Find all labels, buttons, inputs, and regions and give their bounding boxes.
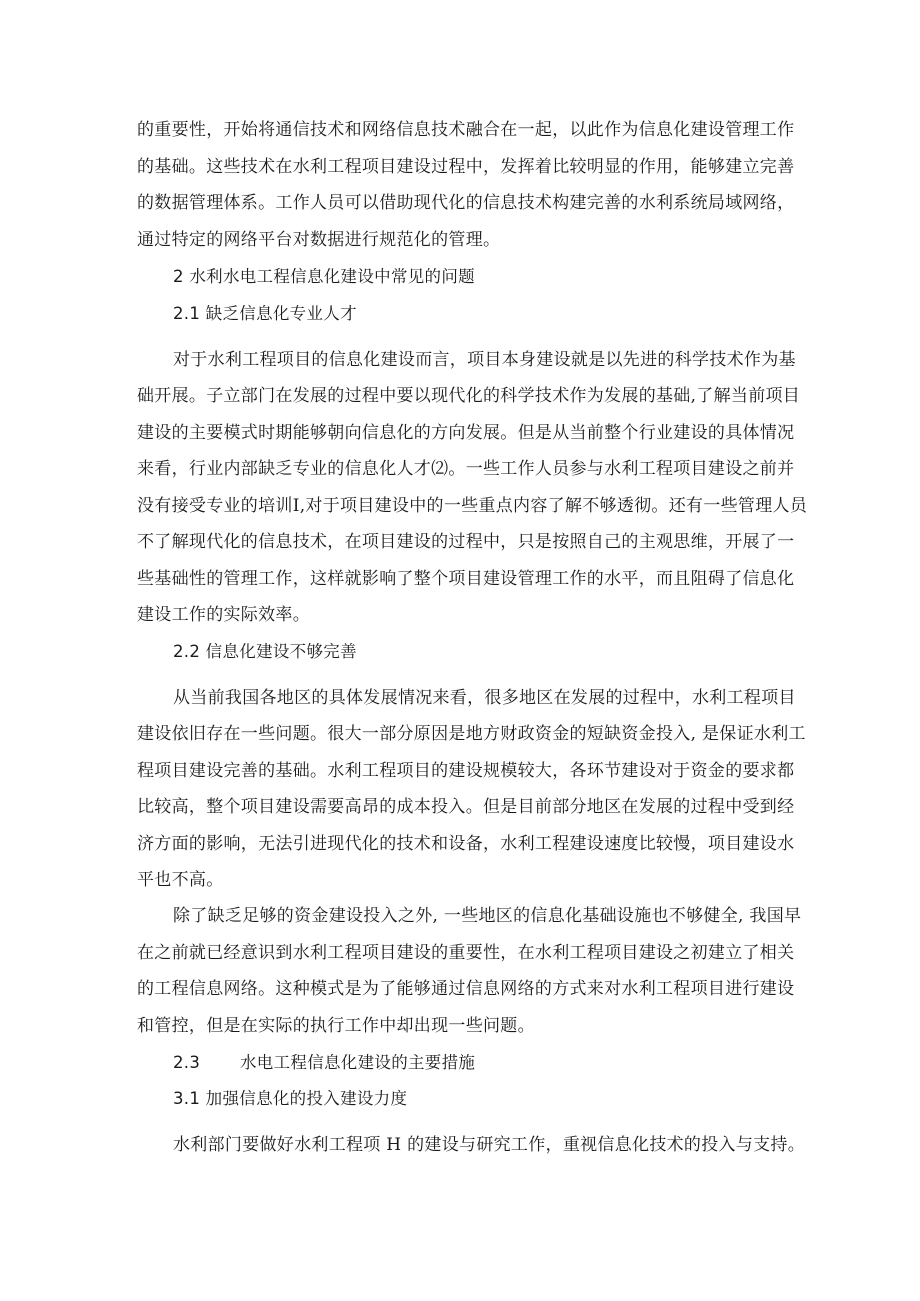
subsection-heading: 2.2 信息化建设不够完善 xyxy=(173,642,357,661)
subsection-heading-text: 水电工程信息化建设的主要措施 xyxy=(240,1053,476,1072)
subsection-heading-number: 2.3 xyxy=(173,1053,201,1072)
paragraph-line: 程项目建设完善的基础。水利工程项目的建设规模较大，各环节建设对于资金的要求都 xyxy=(137,761,795,781)
paragraph-line: 平也不高。 xyxy=(137,870,224,890)
paragraph-line: 不了解现代化的信息技术，在项目建设的过程中，只是按照自己的主观思维，开展了一 xyxy=(137,532,795,552)
paragraph-line: 的基础。这些技术在水利工程项目建设过程中，发挥着比较明显的作用，能够建立完善 xyxy=(137,157,795,177)
section-heading: 2 水利水电工程信息化建设中常见的问题 xyxy=(173,267,475,286)
paragraph-line: 在之前就已经意识到水利工程项目建设的重要性，在水利工程项目建设之初建立了相关 xyxy=(137,943,795,963)
subsection-heading: 3.1 加强信息化的投入建设力度 xyxy=(173,1089,408,1108)
paragraph-line: 水利部门要做好水利工程项 H 的建设与研究工作，重视信息化技术的投入与支持。 xyxy=(173,1135,806,1155)
subsection-heading: 2.1 缺乏信息化专业人才 xyxy=(173,304,357,323)
paragraph-line: 的工程信息网络。这种模式是为了能够通过信息网络的方式来对水利工程项目进行建设 xyxy=(137,979,795,999)
paragraph-line: 建设工作的实际效率。 xyxy=(137,605,310,625)
paragraph-line: 比较高，整个项目建设需要高昂的成本投入。但是目前部分地区在发展的过程中受到经 xyxy=(137,797,795,817)
paragraph-line: 对于水利工程项目的信息化建设而言，项目本身建设就是以先进的科学技术作为基 xyxy=(173,350,796,370)
paragraph-line: 的重要性，开始将通信技术和网络信息技术融合在一起，以此作为信息化建设管理工作 xyxy=(137,120,795,140)
paragraph-line: 和管控，但是在实际的执行工作中却出现一些问题。 xyxy=(137,1016,535,1036)
paragraph-line: 从当前我国各地区的具体发展情况来看，很多地区在发展的过程中，水利工程项目 xyxy=(173,688,796,708)
paragraph-line: 济方面的影响，无法引进现代化的技术和设备，水利工程建设速度比较慢，项目建设水 xyxy=(137,834,795,854)
paragraph-line: 除了缺乏足够的资金建设投入之外, 一些地区的信息化基础设施也不够健全, 我国早 xyxy=(173,906,802,926)
paragraph-line: 建设的主要模式时期能够朝向信息化的方向发展。但是从当前整个行业建设的具体情况 xyxy=(137,423,795,443)
paragraph-line: 的数据管理体系。工作人员可以借助现代化的信息技术构建完善的水利系统局域网络， xyxy=(137,193,795,213)
paragraph-line: 没有接受专业的培训I,对于项目建设中的一些重点内容了解不够透彻。还有一些管理人员 xyxy=(137,496,808,516)
paragraph-line: 础开展。子立部门在发展的过程中要以现代化的科学技术作为发展的基础,了解当前项目 xyxy=(137,386,801,406)
paragraph-line: 建设依旧存在一些问题。很大一部分原因是地方财政资金的短缺资金投入, 是保证水利工 xyxy=(137,724,806,744)
paragraph-line: 些基础性的管理工作，这样就影响了整个项目建设管理工作的水平，而且阻碍了信息化 xyxy=(137,569,795,589)
paragraph-line: 来看，行业内部缺乏专业的信息化人才⑵。一些工作人员参与水利工程项目建设之前并 xyxy=(137,459,795,479)
paragraph-line: 通过特定的网络平台对数据进行规范化的管理。 xyxy=(137,230,501,250)
